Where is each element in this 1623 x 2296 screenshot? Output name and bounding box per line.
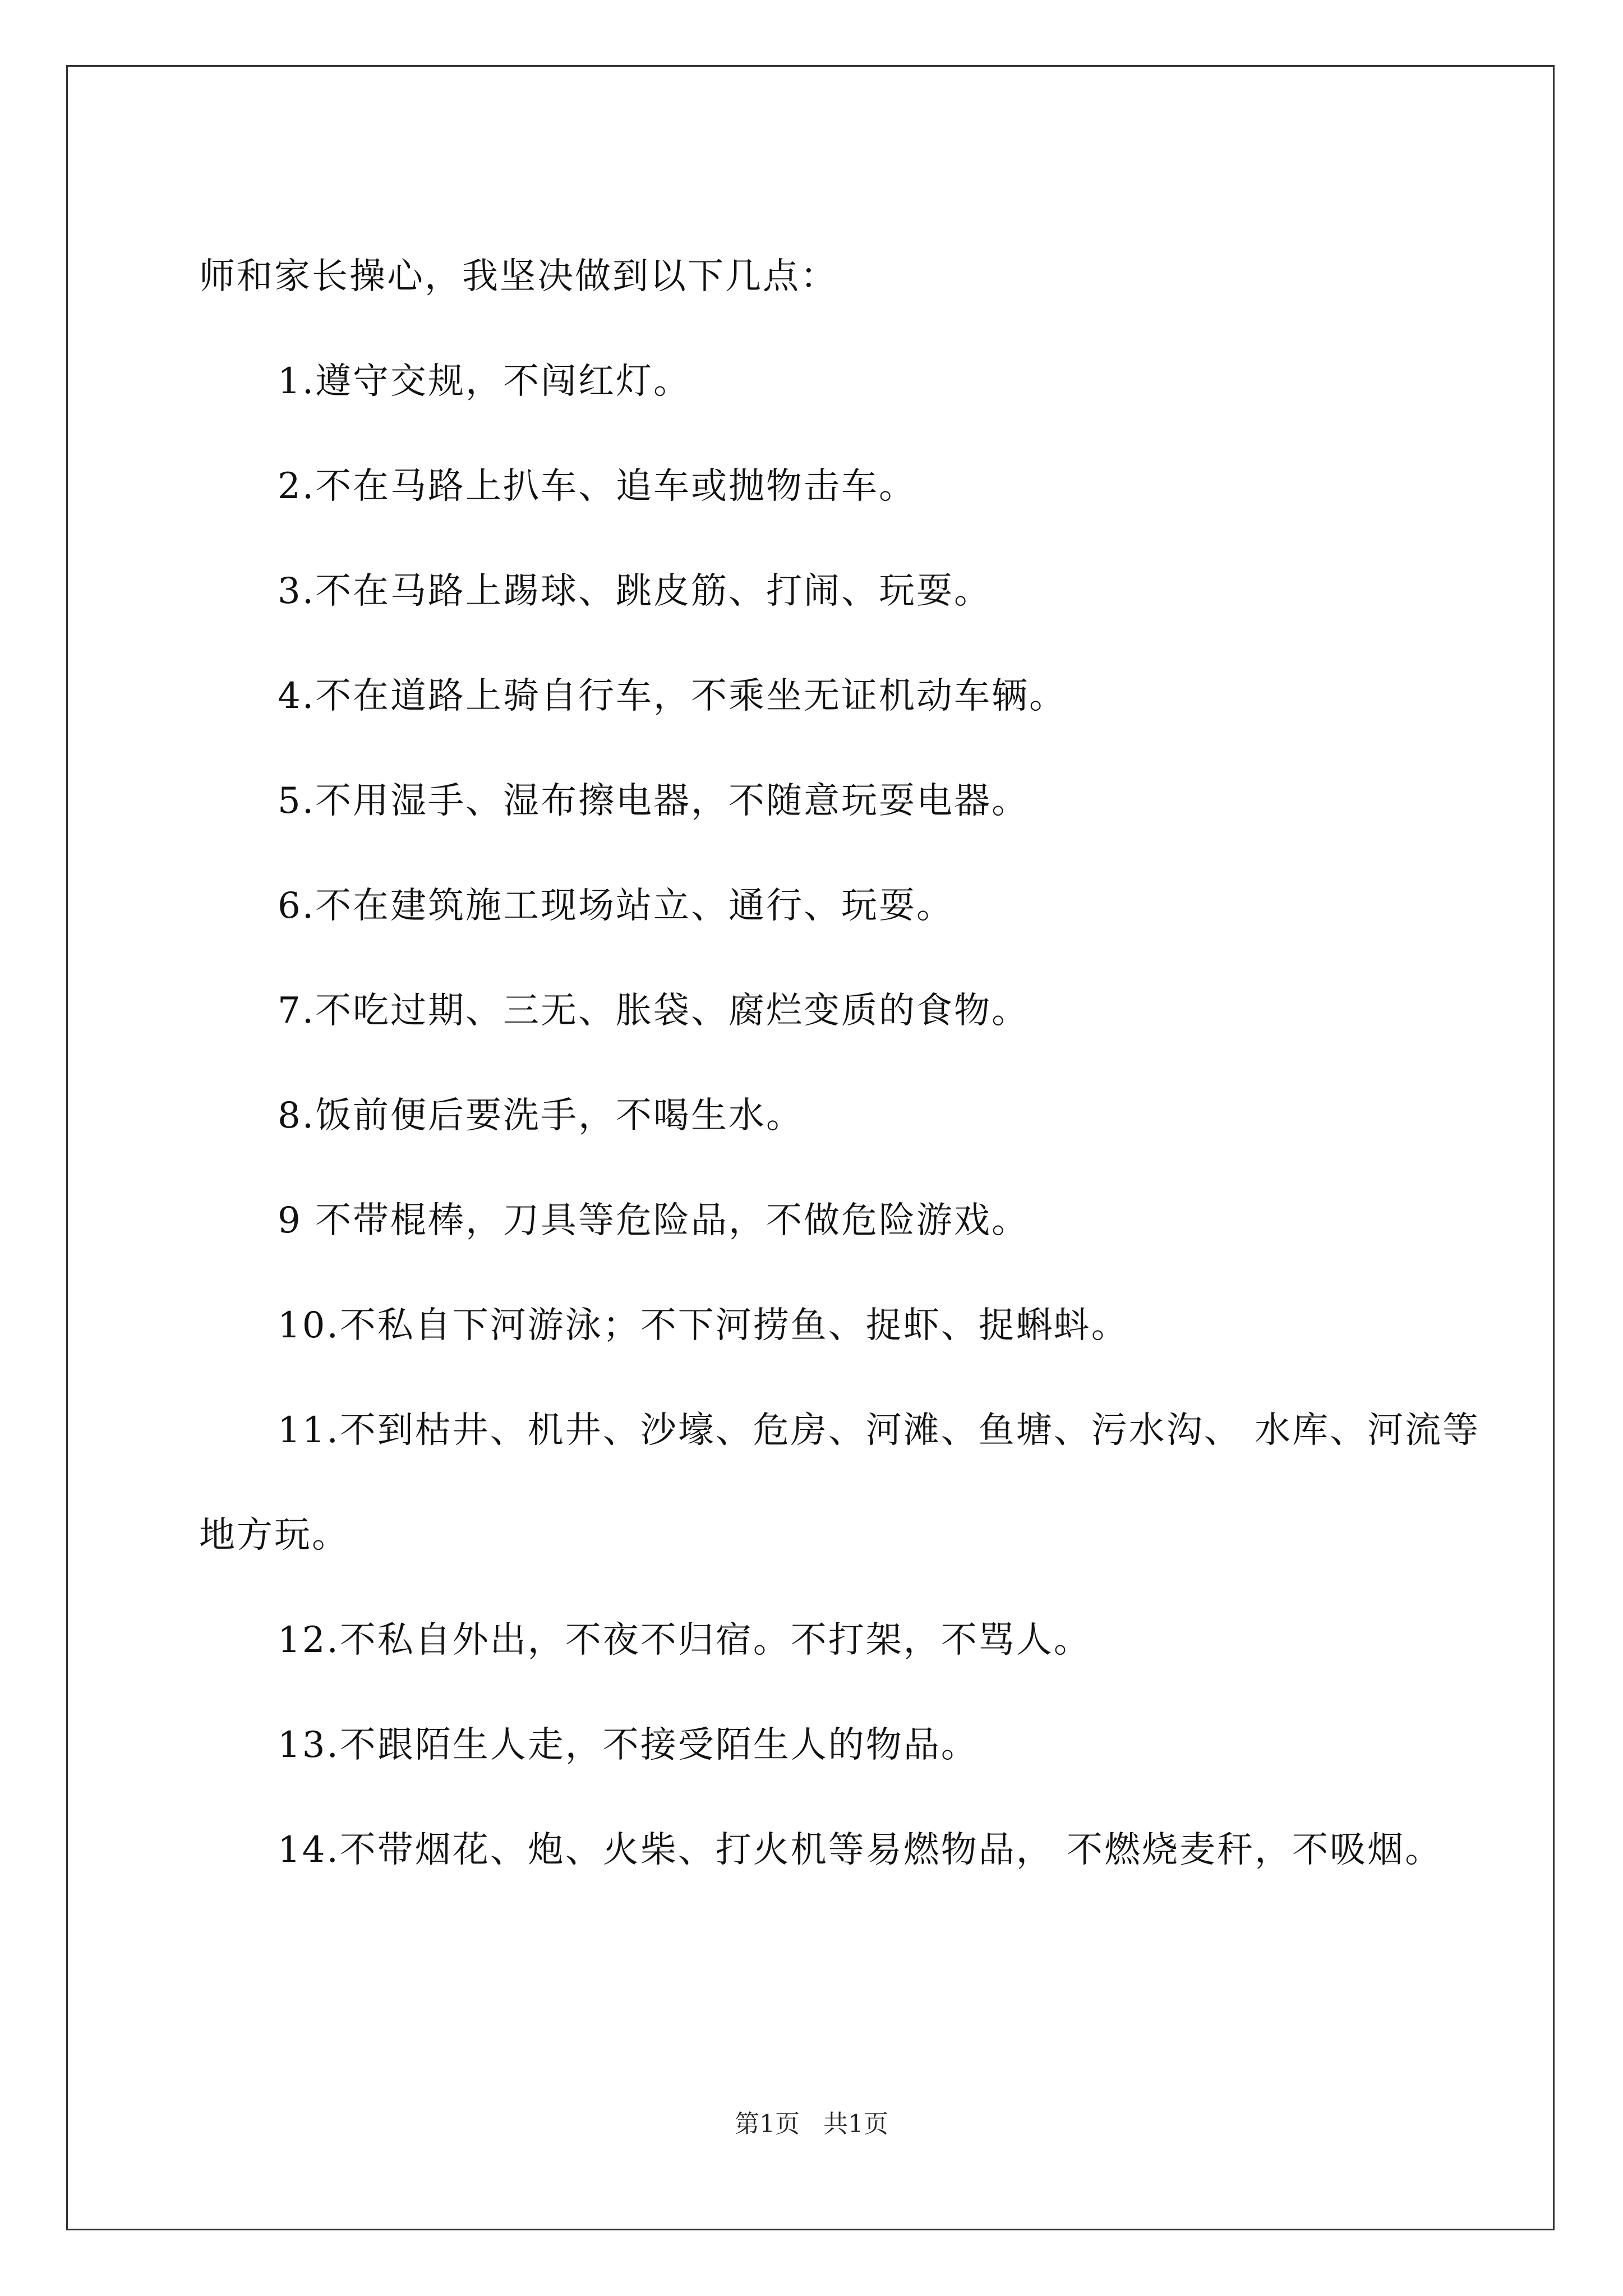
page-number-current: 第1页 <box>735 2110 800 2138</box>
list-item: 14.不带烟花、炮、火柴、打火机等易燃物品， 不燃烧麦秆，不吸烟。 <box>278 1829 1443 1871</box>
list-item: 13.不跟陌生人走，不接受陌生人的物品。 <box>278 1724 979 1766</box>
list-item: 3.不在马路上踢球、跳皮筋、打闹、玩耍。 <box>278 570 992 612</box>
page-number-total: 共1页 <box>823 2110 888 2138</box>
list-item: 1.遵守交规，不闯红灯。 <box>278 361 691 402</box>
list-item: 11.不到枯井、机井、沙壕、危房、河滩、鱼塘、污水沟、 水库、河流等地方玩。 <box>199 1410 1481 1556</box>
list-item: 10.不私自下河游泳；不下河捞鱼、捉虾、捉蝌蚪。 <box>278 1305 1129 1346</box>
paragraph-intro: 师和家长操心，我坚决做到以下几点： <box>199 256 838 297</box>
document-body <box>199 224 1483 1903</box>
list-item: 6.不在建筑施工现场站立、通行、玩耍。 <box>278 885 955 927</box>
list-item: 2.不在马路上扒车、追车或抛物击车。 <box>278 466 917 507</box>
list-item: 7.不吃过期、三无、胀袋、腐烂变质的食物。 <box>278 990 1030 1032</box>
list-item: 12.不私自外出，不夜不归宿。不打架，不骂人。 <box>278 1619 1091 1661</box>
list-item: 4.不在道路上骑自行车，不乘坐无证机动车辆。 <box>278 675 1067 717</box>
list-item: 8.饭前便后要洗手，不喝生水。 <box>278 1095 804 1137</box>
list-item: 5.不用湿手、湿布擦电器，不随意玩耍电器。 <box>278 780 1030 822</box>
list-item: 9 不带棍棒，刀具等危险品，不做危险游戏。 <box>278 1200 1030 1241</box>
page-footer <box>0 2104 1623 2139</box>
